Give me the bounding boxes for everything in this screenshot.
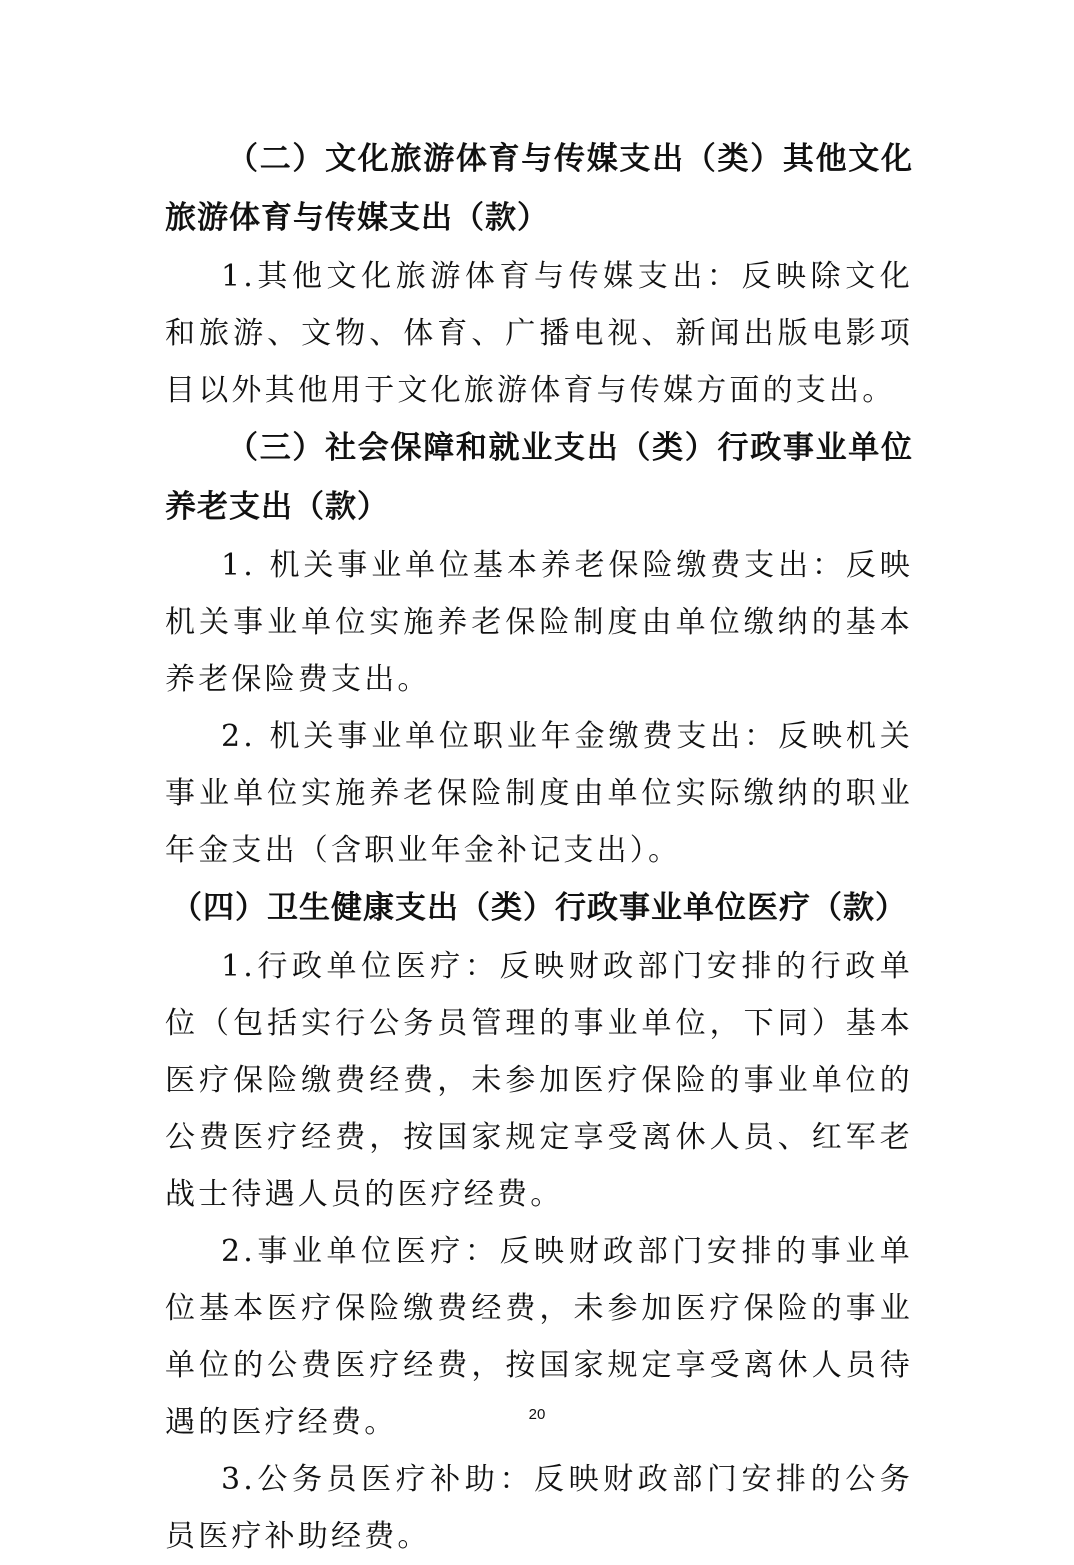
paragraph-item: 2. 机关事业单位职业年金缴费支出：反映机关事业单位实施养老保险制度由单位实际缴纳的职业年金支出（含职业年金补记支出）。 — [165, 719, 913, 868]
section-heading-3: （三）社会保障和就业支出（类）行政事业单位养老支出（款） — [165, 430, 913, 525]
section-heading-2: （二）文化旅游体育与传媒支出（类）其他文化旅游体育与传媒支出（款） — [165, 141, 913, 236]
paragraph-item: 2.事业单位医疗：反映财政部门安排的事业单位基本医疗保险缴费经费，未参加医疗保险的事业单位的公费医疗经费，按国家规定享受离休人员待遇的医疗经费。 — [165, 1234, 913, 1440]
paragraph-item: 3.公务员医疗补助：反映财政部门安排的公务员医疗补助经费。 — [165, 1462, 913, 1554]
document-body — [165, 130, 913, 1565]
section-heading-4: （四）卫生健康支出（类）行政事业单位医疗（款） — [171, 890, 907, 926]
paragraph-item: 1.行政单位医疗：反映财政部门安排的行政单位（包括实行公务员管理的事业单位，下同）基本医疗保险缴费经费，未参加医疗保险的事业单位的公费医疗经费，按国家规定享受离休人员、红军老战士待遇人员的医疗经费。 — [165, 949, 913, 1212]
page-number: 20 — [528, 1406, 546, 1423]
paragraph-item: 1.其他文化旅游体育与传媒支出：反映除文化和旅游、文物、体育、广播电视、新闻出版电影项目以外其他用于文化旅游体育与传媒方面的支出。 — [165, 259, 913, 408]
paragraph-item: 1. 机关事业单位基本养老保险缴费支出：反映机关事业单位实施养老保险制度由单位缴纳的基本养老保险费支出。 — [165, 548, 913, 697]
